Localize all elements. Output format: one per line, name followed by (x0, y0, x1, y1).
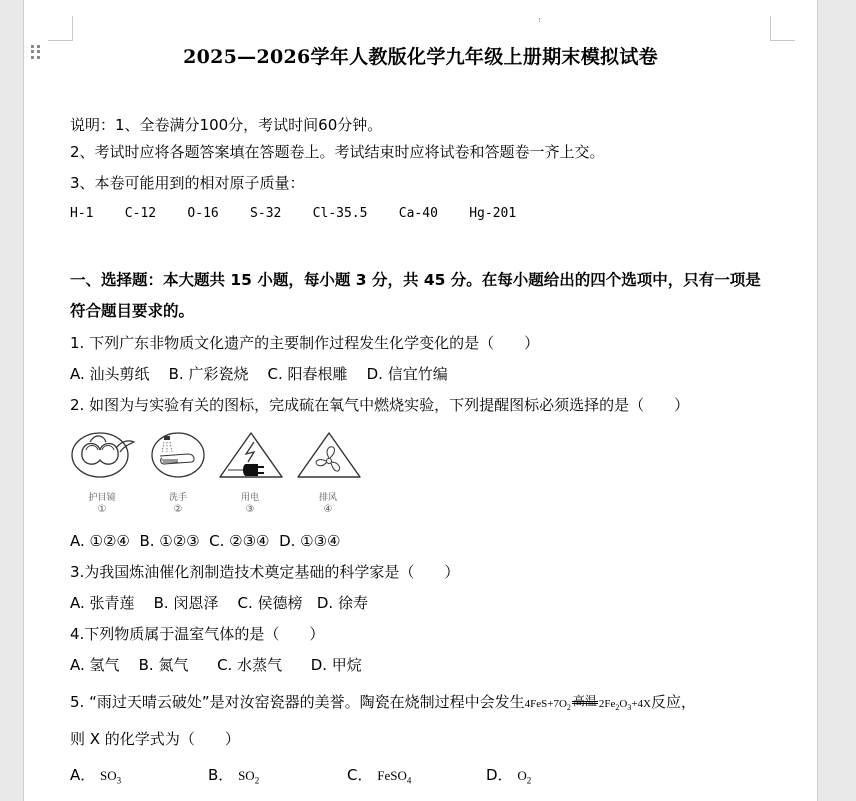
option-b: B. 氮气 (138, 656, 189, 674)
eq-rhs: O (619, 698, 628, 710)
option-a: A. 张青莲 (70, 594, 135, 612)
stem-text: 5. “雨过天晴云破处”是对汝窑瓷器的美誉。陶瓷在烧制过程中会发生 (70, 693, 525, 711)
chemical-equation (524, 694, 651, 713)
option-a (70, 765, 121, 791)
question-5-stem-line-2: 则 X 的化学式为（ ） (70, 730, 240, 748)
atomic-mass: O-16 (187, 206, 219, 221)
question-4-stem: 4.下列物质属于温室气体的是（ ） (70, 625, 325, 643)
formula (100, 768, 122, 786)
formula-sub: 2 (254, 775, 260, 786)
option-c: C. 水蒸气 (217, 656, 283, 674)
question-3-stem: 3.为我国炼油催化剂制造技术奠定基础的科学家是（ ） (70, 563, 460, 581)
icon-label: 护目镜 (88, 493, 116, 503)
icon-ventilation (296, 430, 360, 515)
icon-number: ③ (245, 504, 255, 515)
option-d: D. 徐寿 (316, 594, 368, 612)
eq-rhs: 2Fe (598, 698, 616, 710)
margin-corner-top-right (770, 16, 795, 41)
goggles-icon (70, 430, 136, 480)
option-d (486, 765, 531, 791)
question-3-options (70, 593, 368, 613)
section-heading-line-1: 一、选择题：本大题共 15 小题，每小题 3 分，共 45 分。在每小题给出的四个选项中，只有一项是 (70, 271, 761, 289)
option-a: A. 氢气 (70, 656, 120, 674)
formula-sub: 3 (116, 775, 122, 786)
instruction-line-2: 2、考试时应将各题答案填在答题卷上。考试结束时应将试卷和答题卷一齐上交。 (70, 143, 605, 161)
option-d: D. 信宜竹编 (366, 365, 448, 383)
option-c: C. 侯德榜 (237, 594, 303, 612)
stem-text: 反应， (651, 693, 697, 711)
electricity-icon (218, 430, 284, 480)
atomic-mass: Cl-35.5 (312, 206, 368, 221)
icon-label: 洗手 (168, 493, 187, 503)
document-title: 2025—2026学年人教版化学九年级上册期末模拟试卷 (183, 46, 658, 68)
icon-number: ② (173, 504, 183, 515)
atomic-mass: Ca-40 (398, 206, 438, 221)
option-b: B. 广彩瓷烧 (168, 365, 249, 383)
formula-text: SO (238, 768, 255, 783)
option-b: B. ①②③ (139, 532, 200, 550)
eq-lhs: 4FeS+7O (524, 698, 567, 710)
question-4-options (70, 655, 362, 675)
atomic-mass: H-1 (70, 206, 94, 221)
option-letter: A． (70, 766, 96, 784)
eq-sub: 2 (566, 703, 571, 713)
condition-label: 高温 (572, 694, 597, 708)
formula (238, 768, 260, 786)
atomic-masses (70, 204, 516, 224)
question-2-stem: 2. 如图为与实验有关的图标，完成硫在氧气中燃烧实验，下列提醒图标必须选择的是（ ） (70, 396, 690, 414)
option-letter: C． (347, 766, 373, 784)
eq-sub: 2 (615, 703, 620, 713)
option-a: A. 汕头剪纸 (70, 365, 150, 383)
reaction-condition (572, 694, 598, 708)
atomic-mass: S-32 (250, 206, 282, 221)
option-c: C. 阳春根雕 (267, 365, 348, 383)
option-d: D. ①③④ (279, 532, 341, 550)
document-page (24, 0, 817, 801)
option-b: B. 闵恩泽 (153, 594, 219, 612)
formula-sub: 2 (526, 775, 532, 786)
icon-number: ④ (323, 504, 333, 515)
option-d: D. 甲烷 (310, 656, 362, 674)
hand-wash-icon (148, 430, 208, 480)
option-c (347, 765, 411, 791)
option-letter: D． (486, 766, 513, 784)
question-1-options (70, 364, 448, 384)
atomic-mass: C-12 (124, 206, 157, 221)
icon-hand-wash (146, 430, 210, 515)
question-2-options (70, 531, 341, 551)
formula (377, 768, 412, 786)
formula-sub: 4 (406, 775, 412, 786)
icon-number: ① (97, 504, 107, 515)
instruction-line-3: 3、本卷可能用到的相对原子质量： (70, 174, 305, 192)
formula-text: FeSO (377, 768, 407, 783)
formula-text: SO (100, 768, 117, 783)
eq-sub: 3 (627, 703, 632, 713)
atomic-mass: Hg-201 (469, 206, 517, 221)
option-b (208, 765, 259, 791)
ventilation-icon (296, 430, 362, 480)
icon-label: 用电 (240, 493, 259, 503)
question-5-stem (70, 692, 696, 718)
option-letter: B． (208, 766, 234, 784)
formula (517, 768, 532, 786)
section-heading-line-2: 符合题目要求的。 (70, 302, 195, 320)
formula-text: O (517, 768, 527, 783)
header-marker (539, 18, 541, 22)
paragraph-drag-handle[interactable] (31, 45, 41, 59)
question-1-stem: 1. 下列广东非物质文化遗产的主要制作过程发生化学变化的是（ ） (70, 334, 540, 352)
option-c: C. ②③④ (209, 532, 270, 550)
eq-rhs: +4X (631, 698, 651, 710)
icon-electricity (218, 430, 282, 515)
icon-label: 排风 (318, 493, 337, 503)
icon-goggles (70, 430, 134, 515)
lab-icons-figure (70, 430, 370, 520)
option-a: A. ①②④ (70, 532, 130, 550)
instruction-line-1: 说明：1、全卷满分100分，考试时间60分钟。 (70, 116, 383, 134)
margin-corner-top-left (48, 16, 73, 41)
equals-sign (572, 701, 598, 704)
